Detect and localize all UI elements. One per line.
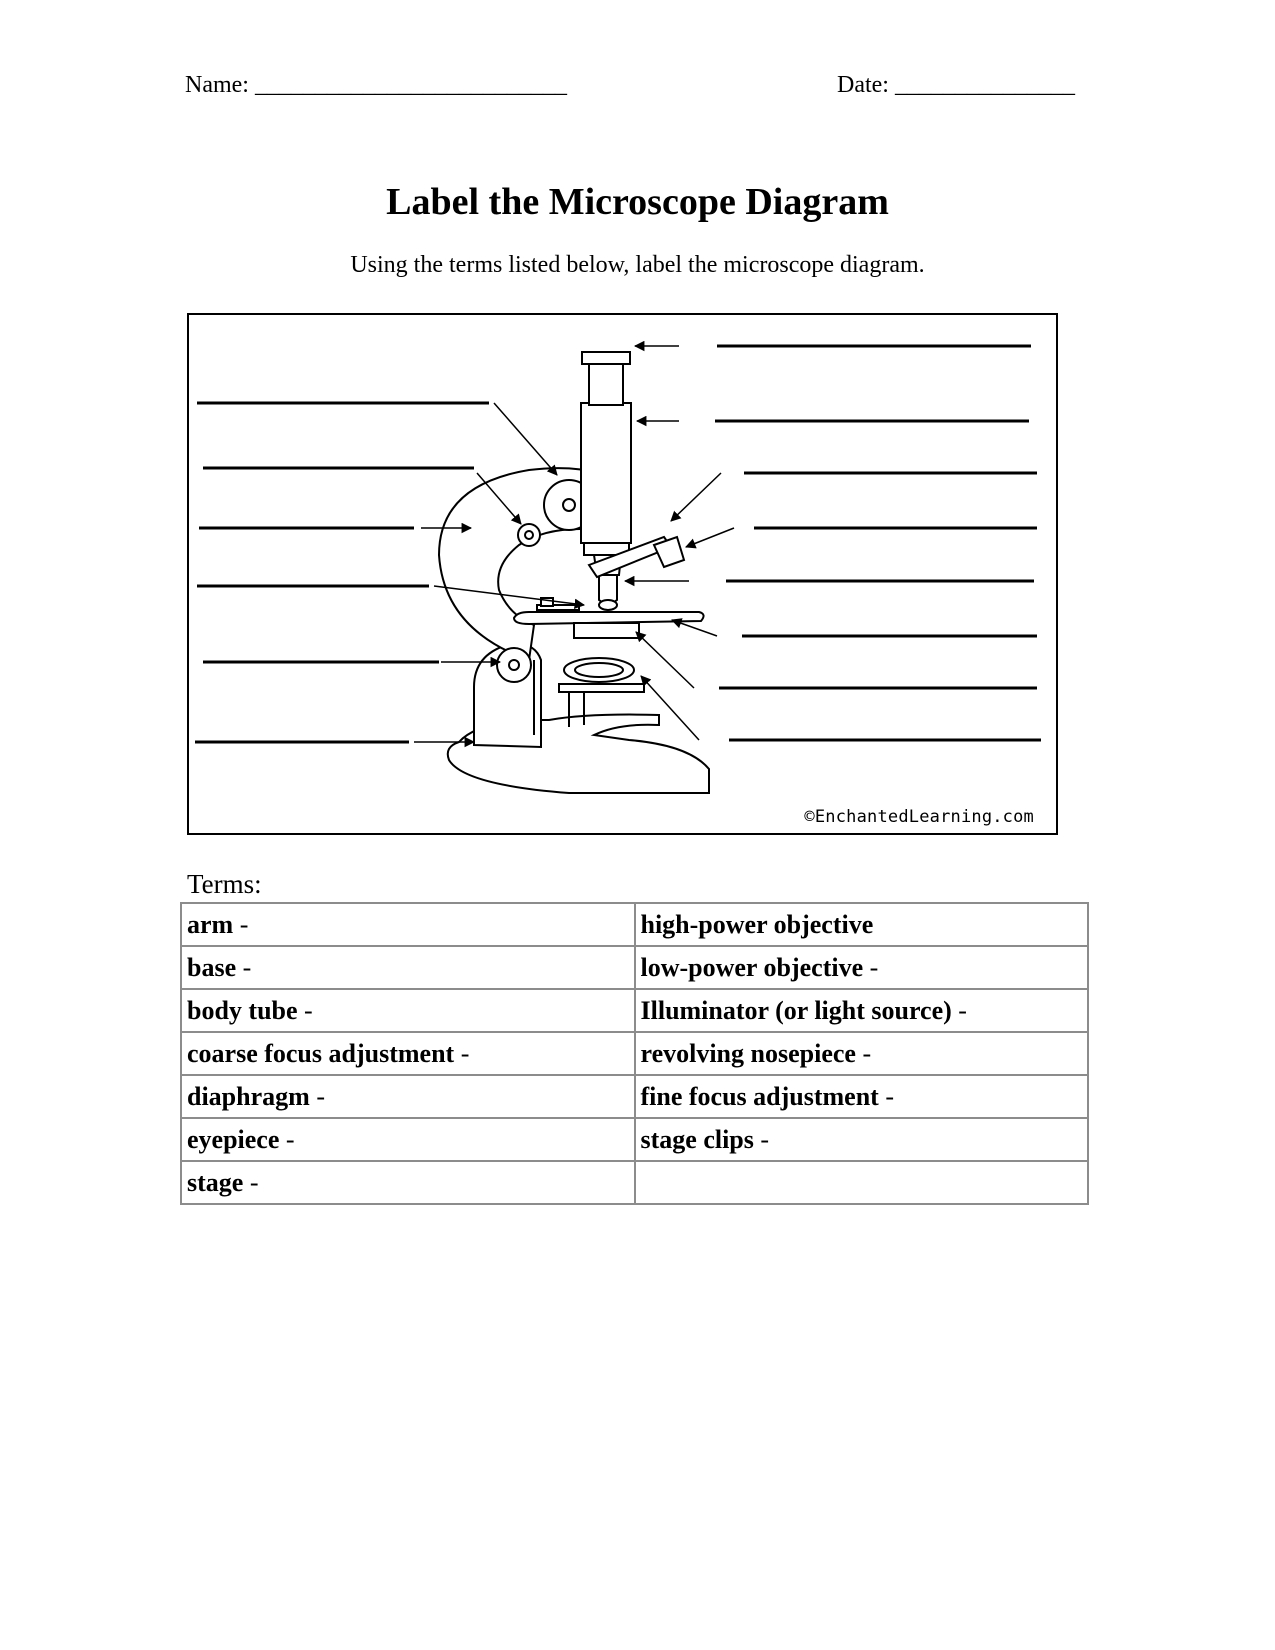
right-answer-lines xyxy=(715,346,1041,740)
term-name: base xyxy=(187,952,237,982)
term-cell xyxy=(181,1032,635,1075)
term-cell xyxy=(181,1075,635,1118)
empty-cell xyxy=(635,1161,1089,1204)
table-row xyxy=(181,903,1088,946)
eyepiece-cap xyxy=(582,352,630,364)
term-name: body tube xyxy=(187,995,298,1025)
term-cell xyxy=(635,989,1089,1032)
term-suffix: - xyxy=(297,995,313,1025)
term-name: Illuminator (or light source) xyxy=(640,995,952,1025)
table-row xyxy=(181,946,1088,989)
term-cell xyxy=(635,903,1089,946)
table-row xyxy=(181,989,1088,1032)
microscope-drawing xyxy=(189,315,1056,833)
term-suffix: - xyxy=(454,1038,470,1068)
term-suffix: - xyxy=(855,1038,872,1068)
term-name: high-power objective xyxy=(640,909,874,939)
term-cell xyxy=(635,946,1089,989)
term-name: stage clips xyxy=(640,1124,754,1154)
term-cell xyxy=(635,1118,1089,1161)
term-suffix: - xyxy=(236,952,252,982)
term-suffix: - xyxy=(863,952,879,982)
microscope-illustration xyxy=(439,352,709,793)
term-cell xyxy=(635,1075,1089,1118)
microscope-diagram xyxy=(187,313,1058,835)
terms-table xyxy=(180,902,1089,1205)
term-name: low-power objective xyxy=(640,952,864,982)
term-name: arm xyxy=(187,909,234,939)
term-name: diaphragm xyxy=(187,1081,310,1111)
term-name: eyepiece xyxy=(187,1124,280,1154)
table-row xyxy=(181,1118,1088,1161)
term-cell xyxy=(181,989,635,1032)
term-cell xyxy=(181,1118,635,1161)
term-name: stage xyxy=(187,1167,244,1197)
page-title: Label the Microscope Diagram xyxy=(386,181,889,223)
term-suffix: - xyxy=(279,1124,295,1154)
term-suffix: - xyxy=(753,1124,770,1154)
table-row xyxy=(181,1032,1088,1075)
term-suffix: - xyxy=(309,1081,325,1111)
term-cell xyxy=(635,1032,1089,1075)
body-tube-shape xyxy=(581,403,631,543)
term-name: revolving nosepiece xyxy=(640,1038,856,1068)
term-cell xyxy=(181,1161,635,1204)
term-name: coarse focus adjustment xyxy=(187,1038,455,1068)
name-field[interactable]: Name: __________________________ xyxy=(185,72,567,98)
date-field[interactable]: Date: _______________ xyxy=(837,72,1075,98)
instructions: Using the terms listed below, label the microscope diagram. xyxy=(350,252,925,278)
copyright-credit: ©EnchantedLearning.com xyxy=(804,807,1034,827)
term-suffix: - xyxy=(951,995,967,1025)
table-row xyxy=(181,1075,1088,1118)
term-name: fine focus adjustment xyxy=(640,1081,879,1111)
term-suffix: - xyxy=(233,909,249,939)
term-cell xyxy=(181,903,635,946)
eyepiece-shape xyxy=(589,360,623,405)
term-suffix: - xyxy=(243,1167,259,1197)
term-cell xyxy=(181,946,635,989)
table-row xyxy=(181,1161,1088,1204)
terms-heading: Terms: xyxy=(187,869,262,899)
term-suffix: - xyxy=(878,1081,895,1111)
